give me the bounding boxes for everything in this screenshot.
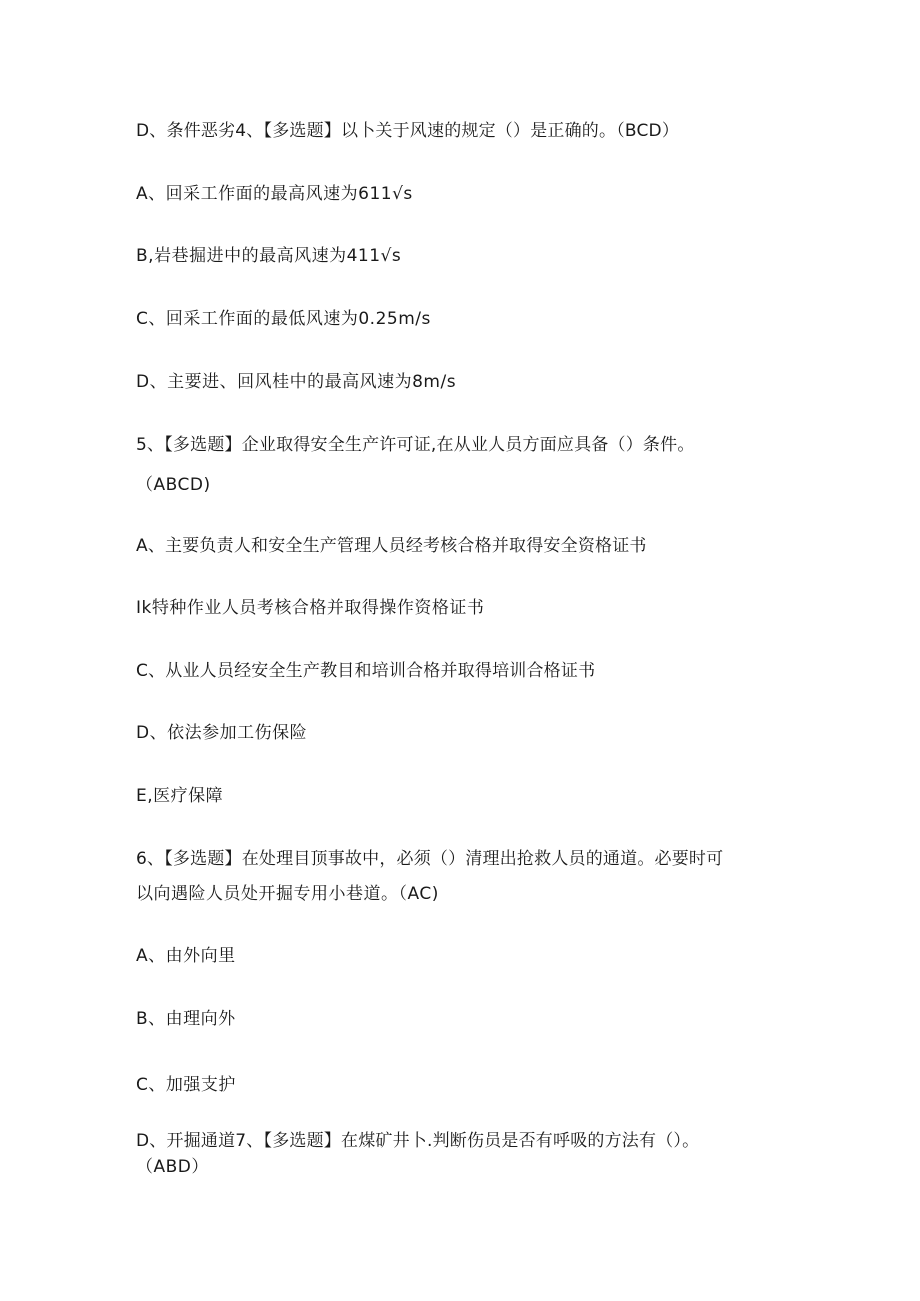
option-a-line: A、由外向里 bbox=[136, 946, 236, 966]
question-5-line: 5、【多选题】企业取得安全生产许可证,在从业人员方面应具备（）条件。 bbox=[136, 435, 695, 455]
question-5-answer: （ABCD) bbox=[136, 475, 211, 495]
question-6-continuation: 以向遇险人员处开掘专用小巷道。（AC) bbox=[136, 884, 439, 904]
option-b-line: B,岩巷掘进中的最高风速为411√s bbox=[136, 246, 402, 266]
option-b-line: Ik特种作业人员考核合格并取得操作资格证书 bbox=[136, 598, 485, 618]
question-7-line: D、开掘通道7、【多选题】在煤矿井卜.判断伤员是否有呼吸的方法有（）。 bbox=[136, 1131, 700, 1151]
question-6-line: 6、【多选题】在处理目顶事故中，必须（）清理出抢救人员的通道。必要时可 bbox=[136, 849, 724, 869]
option-a-line: A、主要负责人和安全生产管理人员经考核合格并取得安全资格证书 bbox=[136, 536, 647, 556]
question-4-line: D、条件恶劣4、【多选题】以卜关于风速的规定（）是正确的。（BCD） bbox=[136, 121, 680, 141]
option-c-line: C、加强支护 bbox=[136, 1075, 236, 1095]
option-e-line: E,医疗保障 bbox=[136, 786, 224, 806]
question-7-answer: （ABD） bbox=[136, 1157, 209, 1177]
option-a-line: A、回采工作面的最高风速为611√s bbox=[136, 184, 413, 204]
option-c-line: C、回采工作面的最低风速为0.25m/s bbox=[136, 309, 431, 329]
option-b-line: B、由理向外 bbox=[136, 1009, 236, 1029]
option-c-line: C、从业人员经安全生产教目和培训合格并取得培训合格证书 bbox=[136, 661, 596, 681]
option-d-line: D、主要进、回风桂中的最高风速为8m/s bbox=[136, 372, 457, 392]
option-d-line: D、依法参加工伤保险 bbox=[136, 723, 308, 743]
